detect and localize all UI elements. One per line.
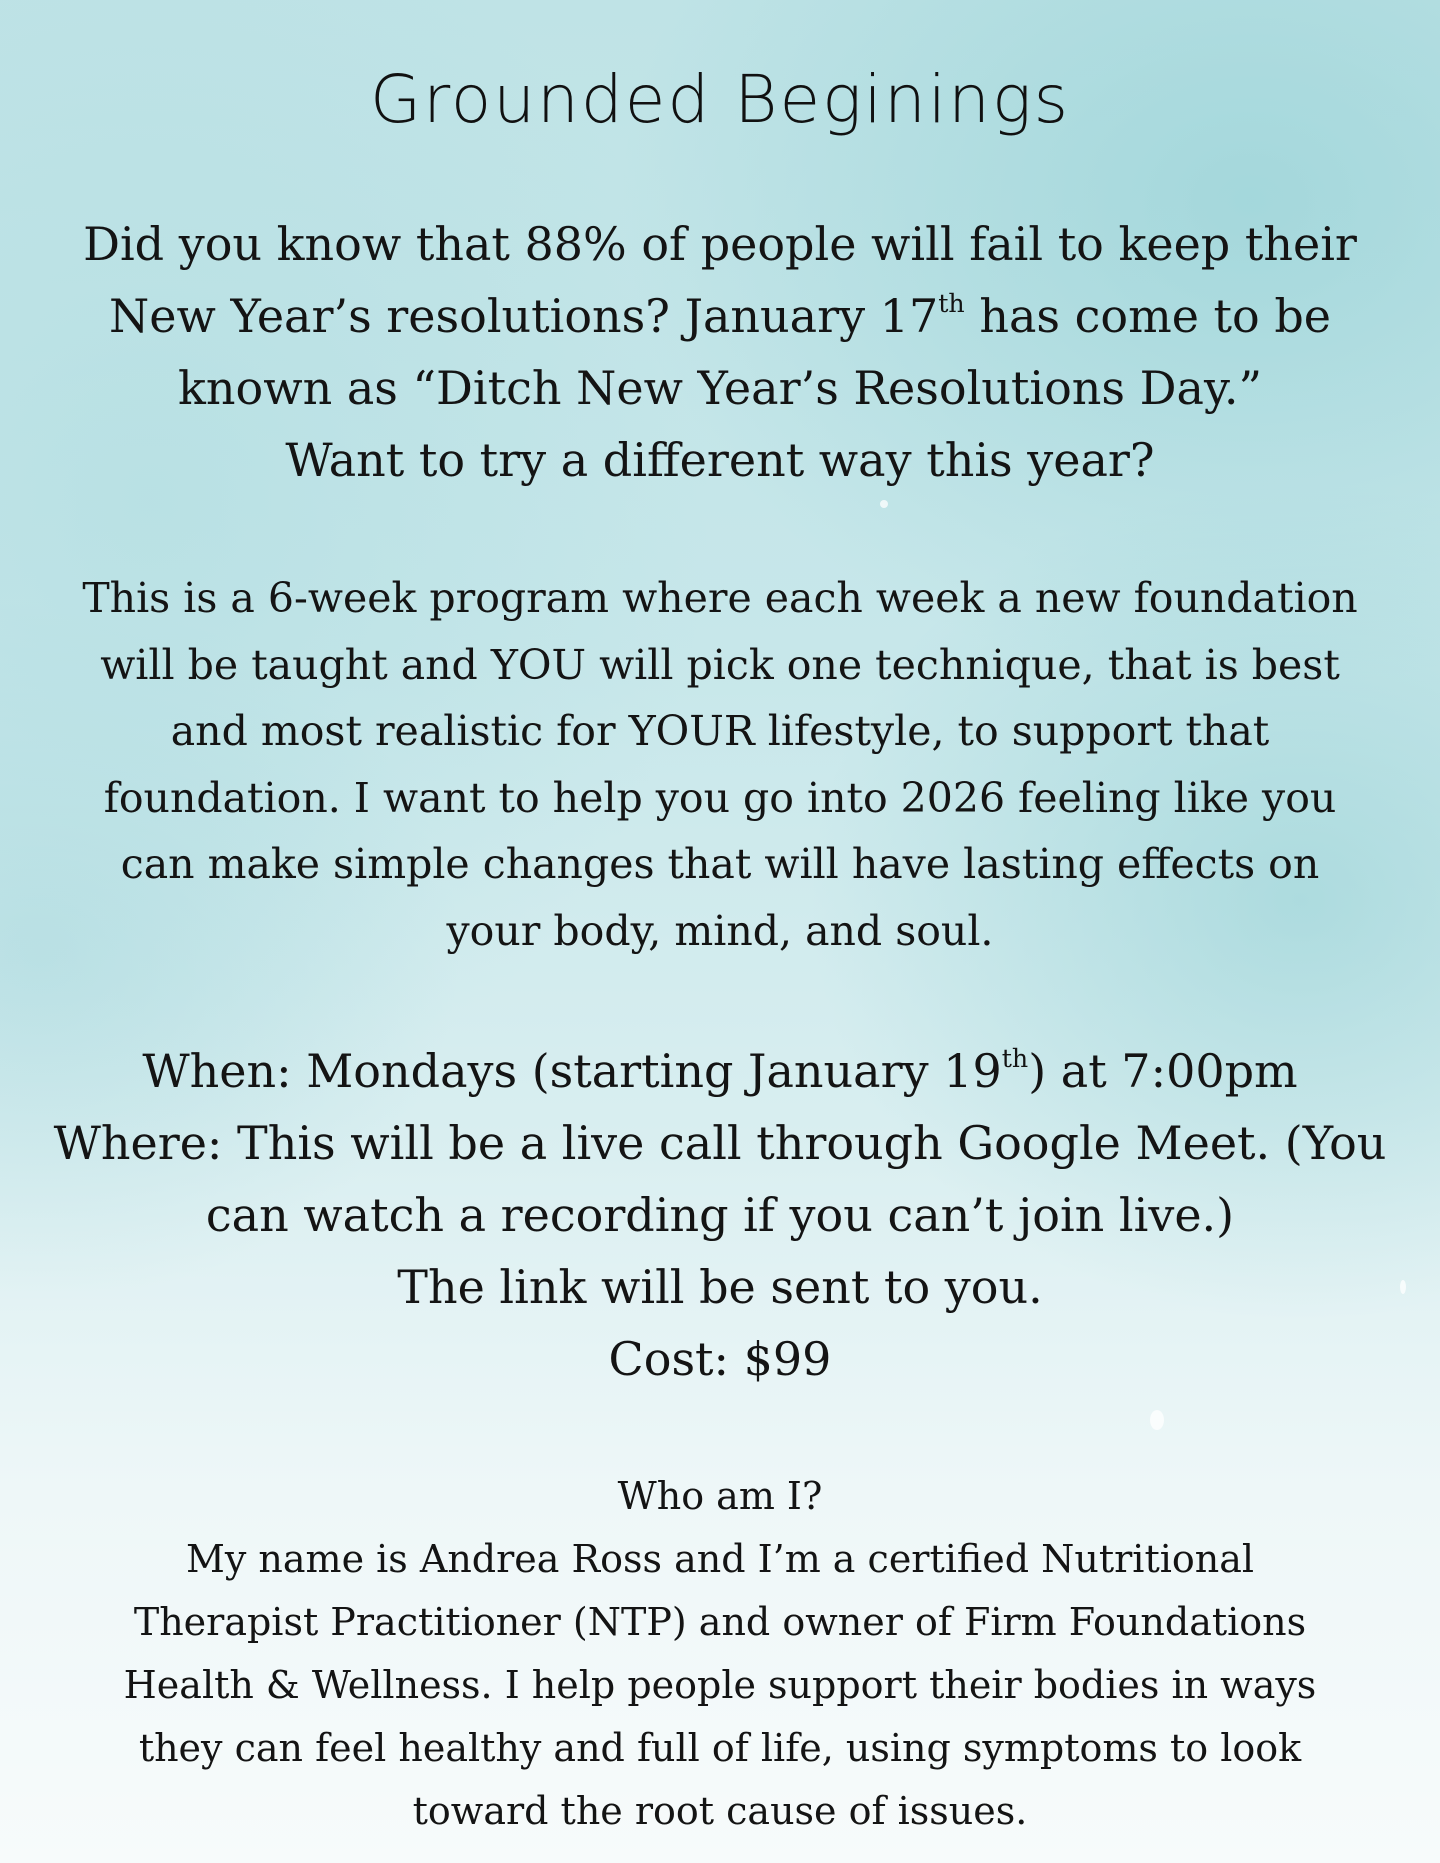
- page-title: Grounded Beginings: [370, 61, 1070, 138]
- program-line: will be taught and YOU will pick one technique, that is best: [100, 640, 1340, 689]
- link-line: The link will be sent to you.: [397, 1260, 1043, 1314]
- about-heading: Who am I?: [617, 1474, 823, 1518]
- where-line-1: Where: This will be a live call through Google Meet. (You: [53, 1116, 1387, 1170]
- about-line: they can feel healthy and full of life, using symptoms to look: [138, 1726, 1302, 1770]
- intro-line-2-start: New Year’s resolutions? January 17: [108, 289, 939, 343]
- intro-section: [40, 208, 1400, 496]
- program-line: can make simple changes that will have lasting effects on: [120, 840, 1320, 888]
- cost-line: Cost: $99: [608, 1332, 832, 1386]
- program-line: This is a 6-week program where each week a new foundation: [82, 574, 1358, 622]
- where-line-2: can watch a recording if you can’t join live.): [205, 1188, 1235, 1242]
- about-line: Health & Wellness. I help people support their bodies in ways: [123, 1663, 1317, 1707]
- event-details: [40, 1035, 1400, 1395]
- background-speck: [1150, 1410, 1164, 1430]
- about-line: My name is Andrea Ross and I’m a certified Nutritional: [185, 1537, 1255, 1581]
- ordinal-suffix: th: [1001, 1043, 1029, 1073]
- ordinal-suffix: th: [938, 288, 965, 318]
- program-description: [40, 565, 1400, 964]
- program-line: foundation. I want to help you go into 2026 feeling like you: [103, 773, 1337, 822]
- intro-line-2: [40, 280, 1400, 352]
- intro-line-1: Did you know that 88% of people will fail to keep their: [83, 217, 1357, 271]
- program-line: and most realistic for YOUR lifestyle, to support that: [170, 707, 1270, 755]
- background-speck: [1400, 1280, 1406, 1294]
- background-speck: [880, 500, 888, 508]
- intro-line-2-end: has come to be: [964, 289, 1332, 343]
- about-section: [40, 1465, 1400, 1843]
- when-start: When: Mondays (starting January 19: [142, 1044, 1002, 1098]
- about-line: Therapist Practitioner (NTP) and owner of Firm Foundations: [133, 1600, 1307, 1644]
- intro-line-4: Want to try a different way this year?: [285, 433, 1155, 487]
- program-line: your body, mind, and soul.: [446, 906, 994, 955]
- about-line: toward the root cause of issues.: [412, 1789, 1028, 1833]
- when-end: ) at 7:00pm: [1028, 1044, 1298, 1098]
- intro-line-3: known as “Ditch New Year’s Resolutions Day.”: [178, 361, 1262, 415]
- when-line: [40, 1035, 1400, 1107]
